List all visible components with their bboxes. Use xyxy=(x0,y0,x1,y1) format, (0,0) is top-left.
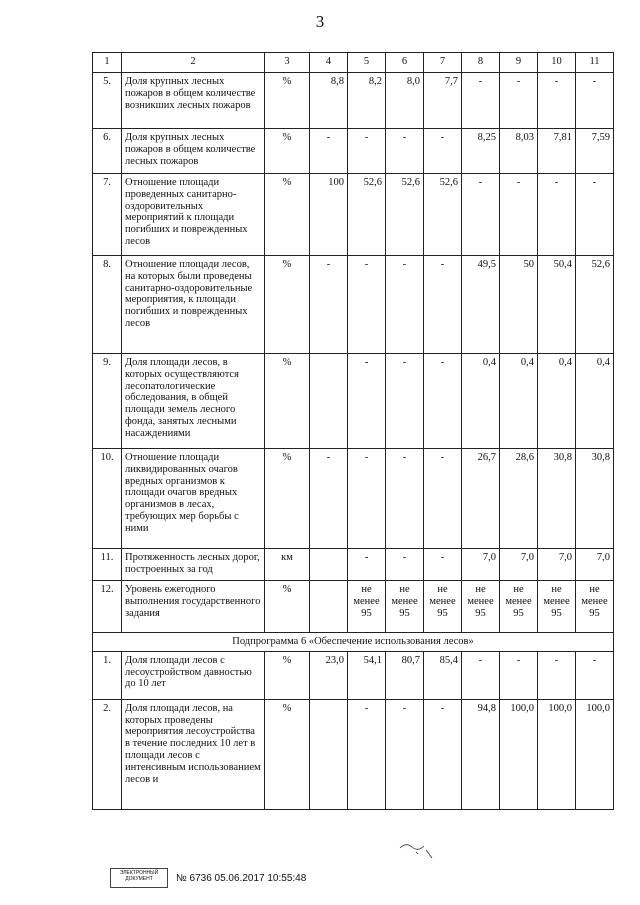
unit-cell: % xyxy=(265,699,310,809)
row-number: 8. xyxy=(93,256,122,354)
value-cell: - xyxy=(538,73,576,129)
indicators-table xyxy=(92,52,614,810)
row-number: 1. xyxy=(93,651,122,699)
header-cell-1: 1 xyxy=(93,53,122,73)
header-cell-10: 10 xyxy=(538,53,576,73)
registration-number: № 6736 05.06.2017 10:55:48 xyxy=(176,872,307,884)
value-cell: - xyxy=(462,73,500,129)
value-cell: - xyxy=(310,256,348,354)
value-cell: - xyxy=(348,449,386,549)
value-cell: - xyxy=(348,256,386,354)
value-cell: не менее 95 xyxy=(424,581,462,633)
value-cell xyxy=(310,699,348,809)
value-cell: - xyxy=(348,549,386,581)
table-row xyxy=(93,651,614,699)
header-cell-7: 7 xyxy=(424,53,462,73)
table-row xyxy=(93,549,614,581)
value-cell: - xyxy=(424,129,462,174)
value-cell: - xyxy=(424,256,462,354)
value-cell xyxy=(310,581,348,633)
value-cell: 54,1 xyxy=(348,651,386,699)
value-cell: 0,4 xyxy=(538,354,576,449)
table-row xyxy=(93,354,614,449)
table-row xyxy=(93,699,614,809)
value-cell: 26,7 xyxy=(462,449,500,549)
indicator-name: Протяженность лесных дорог, построенных за год xyxy=(122,549,265,581)
header-cell-6: 6 xyxy=(386,53,424,73)
section-row xyxy=(93,633,614,652)
value-cell: - xyxy=(576,174,614,256)
value-cell: - xyxy=(310,129,348,174)
row-number: 9. xyxy=(93,354,122,449)
header-cell-11: 11 xyxy=(576,53,614,73)
header-cell-5: 5 xyxy=(348,53,386,73)
indicator-name: Доля крупных лесных пожаров в общем количестве возникших лесных пожаров xyxy=(122,73,265,129)
unit-cell: % xyxy=(265,73,310,129)
value-cell: не менее 95 xyxy=(348,581,386,633)
value-cell: 50,4 xyxy=(538,256,576,354)
value-cell: 100,0 xyxy=(500,699,538,809)
section-title: Подпрограмма 6 «Обеспечение использования лесов» xyxy=(93,633,614,652)
value-cell: 100 xyxy=(310,174,348,256)
value-cell: - xyxy=(348,699,386,809)
indicator-name: Доля площади лесов, на которых проведены мероприятия лесоустройства в течение последних 10 лет в площади лесов с интенсивным использованием лесов и xyxy=(122,699,265,809)
value-cell: - xyxy=(386,699,424,809)
value-cell: 30,8 xyxy=(538,449,576,549)
value-cell: 7,7 xyxy=(424,73,462,129)
value-cell: 28,6 xyxy=(500,449,538,549)
value-cell: 8,25 xyxy=(462,129,500,174)
value-cell: - xyxy=(462,174,500,256)
value-cell: 52,6 xyxy=(348,174,386,256)
table-row xyxy=(93,256,614,354)
unit-cell: % xyxy=(265,174,310,256)
value-cell: - xyxy=(500,73,538,129)
value-cell: - xyxy=(500,174,538,256)
header-cell-9: 9 xyxy=(500,53,538,73)
value-cell: 7,0 xyxy=(462,549,500,581)
unit-cell: % xyxy=(265,449,310,549)
table-header-row xyxy=(93,53,614,73)
table-row xyxy=(93,174,614,256)
value-cell: - xyxy=(424,699,462,809)
value-cell: 8,0 xyxy=(386,73,424,129)
value-cell: - xyxy=(348,354,386,449)
value-cell: 7,59 xyxy=(576,129,614,174)
value-cell: 8,2 xyxy=(348,73,386,129)
value-cell: - xyxy=(386,449,424,549)
value-cell: не менее 95 xyxy=(576,581,614,633)
row-number: 5. xyxy=(93,73,122,129)
value-cell: 7,81 xyxy=(538,129,576,174)
value-cell xyxy=(310,549,348,581)
indicator-name: Отношение площади лесов, на которых были проведены санитарно-оздоровительные мероприятия, к площади погибших и поврежденных лесов xyxy=(122,256,265,354)
value-cell: - xyxy=(386,549,424,581)
unit-cell: % xyxy=(265,256,310,354)
page-number: 3 xyxy=(315,12,325,31)
unit-cell: % xyxy=(265,581,310,633)
row-number: 11. xyxy=(93,549,122,581)
value-cell: 0,4 xyxy=(462,354,500,449)
value-cell: - xyxy=(538,174,576,256)
value-cell: 8,03 xyxy=(500,129,538,174)
value-cell: не менее 95 xyxy=(538,581,576,633)
value-cell: не менее 95 xyxy=(386,581,424,633)
table-row xyxy=(93,581,614,633)
handwritten-mark-icon xyxy=(398,838,438,868)
value-cell: - xyxy=(386,129,424,174)
row-number: 7. xyxy=(93,174,122,256)
indicator-name: Доля площади лесов, в которых осуществляются лесопатологические обследования, в общей площади земель лесного фонда, занятых лесными насаждениями xyxy=(122,354,265,449)
value-cell: 23,0 xyxy=(310,651,348,699)
unit-cell: % xyxy=(265,129,310,174)
header-cell-3: 3 xyxy=(265,53,310,73)
document-footer xyxy=(110,868,306,888)
value-cell: 49,5 xyxy=(462,256,500,354)
value-cell: 52,6 xyxy=(576,256,614,354)
indicator-name: Отношение площади ликвидированных очагов вредных организмов к площади очагов вредных организмов в лесах, требующих мер борьбы с ними xyxy=(122,449,265,549)
unit-cell: км xyxy=(265,549,310,581)
value-cell: - xyxy=(424,449,462,549)
row-number: 12. xyxy=(93,581,122,633)
row-number: 2. xyxy=(93,699,122,809)
indicator-name: Отношение площади проведенных санитарно-оздоровительных мероприятий к площади погибших и поврежденных лесов xyxy=(122,174,265,256)
value-cell: - xyxy=(424,549,462,581)
value-cell: - xyxy=(538,651,576,699)
value-cell: 52,6 xyxy=(424,174,462,256)
value-cell: - xyxy=(500,651,538,699)
header-cell-4: 4 xyxy=(310,53,348,73)
header-cell-2: 2 xyxy=(122,53,265,73)
value-cell: 0,4 xyxy=(576,354,614,449)
value-cell: - xyxy=(462,651,500,699)
value-cell: - xyxy=(576,651,614,699)
value-cell: 100,0 xyxy=(576,699,614,809)
value-cell: 52,6 xyxy=(386,174,424,256)
value-cell: 30,8 xyxy=(576,449,614,549)
unit-cell: % xyxy=(265,651,310,699)
registry-stamp: ЭЛЕКТРОННЫЙ ДОКУМЕНТ xyxy=(110,868,168,888)
value-cell: - xyxy=(386,256,424,354)
value-cell: не менее 95 xyxy=(500,581,538,633)
value-cell: 7,0 xyxy=(576,549,614,581)
value-cell: - xyxy=(348,129,386,174)
value-cell: 85,4 xyxy=(424,651,462,699)
value-cell: 0,4 xyxy=(500,354,538,449)
value-cell: 94,8 xyxy=(462,699,500,809)
value-cell: 100,0 xyxy=(538,699,576,809)
value-cell: - xyxy=(576,73,614,129)
value-cell: - xyxy=(310,449,348,549)
value-cell: 7,0 xyxy=(500,549,538,581)
row-number: 6. xyxy=(93,129,122,174)
value-cell: 7,0 xyxy=(538,549,576,581)
value-cell: не менее 95 xyxy=(462,581,500,633)
value-cell: - xyxy=(386,354,424,449)
value-cell: 8,8 xyxy=(310,73,348,129)
table-row xyxy=(93,449,614,549)
indicator-name: Доля площади лесов с лесоустройством давностью до 10 лет xyxy=(122,651,265,699)
value-cell: 80,7 xyxy=(386,651,424,699)
value-cell xyxy=(310,354,348,449)
value-cell: 50 xyxy=(500,256,538,354)
table-row xyxy=(93,73,614,129)
header-cell-8: 8 xyxy=(462,53,500,73)
indicator-name: Доля крупных лесных пожаров в общем количестве лесных пожаров xyxy=(122,129,265,174)
row-number: 10. xyxy=(93,449,122,549)
table-row xyxy=(93,129,614,174)
indicator-name: Уровень ежегодного выполнения государственного задания xyxy=(122,581,265,633)
value-cell: - xyxy=(424,354,462,449)
unit-cell: % xyxy=(265,354,310,449)
